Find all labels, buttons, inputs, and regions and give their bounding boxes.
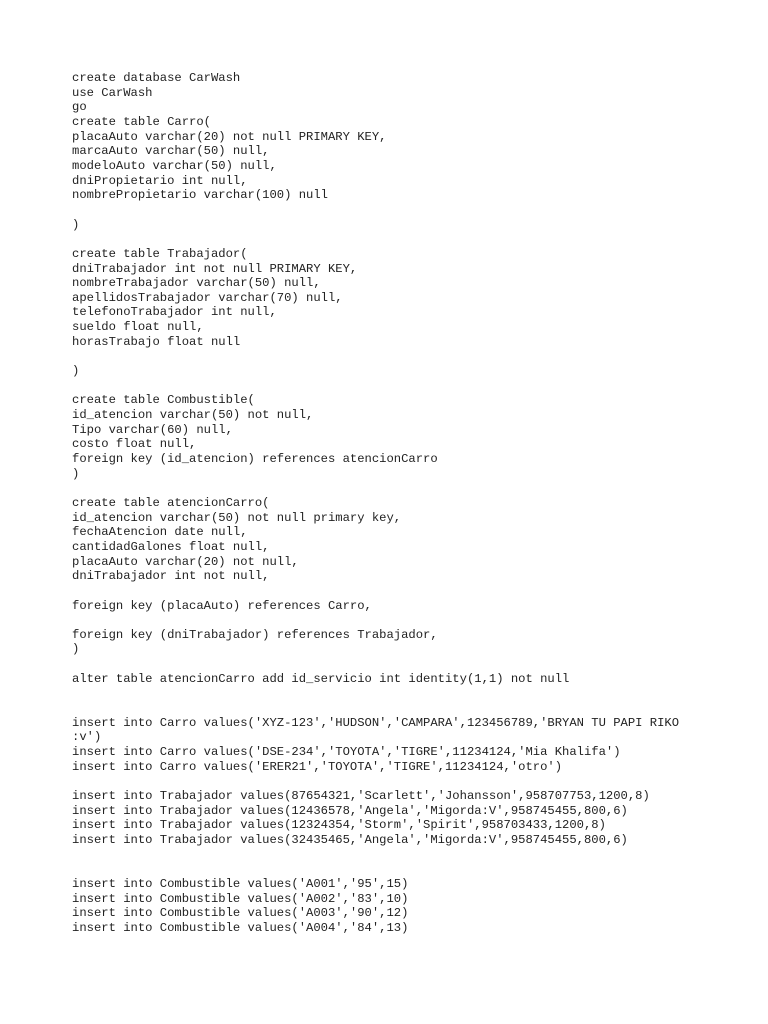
code-line: fechaAtencion date null,	[72, 525, 248, 540]
code-line: )	[72, 217, 80, 232]
code-line	[72, 686, 752, 701]
code-line: foreign key (placaAuto) references Carro,	[72, 598, 372, 613]
code-line	[72, 232, 752, 247]
code-line	[72, 481, 752, 496]
code-line	[72, 203, 752, 218]
code-line: sueldo float null,	[72, 320, 204, 335]
code-line: insert into Trabajador values(12324354,'Storm','Spirit',958703433,1200,8)	[72, 818, 606, 833]
code-line	[72, 862, 752, 877]
code-line: telefonoTrabajador int null,	[72, 305, 277, 320]
code-line	[72, 613, 752, 628]
code-line: insert into Carro values('XYZ-123','HUDSON','CAMPARA',123456789,'BRYAN TU PAPI RIKO	[72, 715, 680, 730]
code-line: insert into Carro values('ERER21','TOYOTA','TIGRE',11234124,'otro')	[72, 759, 563, 774]
code-line: id_atencion varchar(50) not null primary key,	[72, 510, 402, 525]
code-line: )	[72, 642, 80, 657]
code-line: marcaAuto varchar(50) null,	[72, 144, 270, 159]
code-line: insert into Trabajador values(87654321,'Scarlett','Johansson',958707753,1200,8)	[72, 788, 650, 803]
code-line: create table atencionCarro(	[72, 495, 270, 510]
code-line: dniTrabajador int not null,	[72, 569, 270, 584]
code-line: nombrePropietario varchar(100) null	[72, 188, 328, 203]
code-line: insert into Trabajador values(32435465,'Angela','Migorda:V',958745455,800,6)	[72, 832, 628, 847]
code-line: )	[72, 466, 80, 481]
code-line: create table Carro(	[72, 114, 211, 129]
code-line: create database CarWash	[72, 71, 241, 85]
code-line	[72, 349, 752, 364]
code-line: insert into Combustible values('A004','84',13)	[72, 920, 409, 935]
code-line: alter table atencionCarro add id_servicio int identity(1,1) not null	[72, 671, 570, 686]
code-line: :v')	[72, 730, 102, 745]
code-line	[72, 774, 752, 789]
code-line	[72, 701, 752, 716]
code-line: foreign key (id_atencion) references atencionCarro	[72, 452, 438, 466]
code-line: insert into Combustible values('A001','95',15)	[72, 876, 409, 891]
code-line: create table Trabajador(	[72, 246, 248, 261]
code-line: dniTrabajador int not null PRIMARY KEY,	[72, 261, 358, 276]
code-line: foreign key (dniTrabajador) references Trabajador,	[72, 627, 438, 642]
code-line: insert into Combustible values('A002','83',10)	[72, 891, 409, 906]
code-line: insert into Carro values('DSE-234','TOYOTA','TIGRE',11234124,'Mia Khalifa')	[72, 745, 621, 760]
sql-code-block	[72, 71, 752, 936]
code-line	[72, 379, 752, 394]
code-line: create table Combustible(	[72, 393, 255, 408]
code-line: id_atencion varchar(50) not null,	[72, 408, 314, 423]
code-line: go	[72, 100, 87, 115]
code-line: placaAuto varchar(20) not null PRIMARY KEY,	[72, 129, 387, 144]
code-line	[72, 657, 752, 672]
code-line: Tipo varchar(60) null,	[72, 422, 233, 437]
code-line: insert into Combustible values('A003','90',12)	[72, 906, 409, 921]
code-line: cantidadGalones float null,	[72, 539, 270, 554]
code-line: costo float null,	[72, 437, 197, 452]
code-line: placaAuto varchar(20) not null,	[72, 554, 299, 569]
code-line	[72, 584, 752, 599]
code-line: use CarWash	[72, 85, 153, 100]
code-line: nombreTrabajador varchar(50) null,	[72, 276, 321, 291]
code-line: apellidosTrabajador varchar(70) null,	[72, 290, 343, 305]
code-line: insert into Trabajador values(12436578,'Angela','Migorda:V',958745455,800,6)	[72, 803, 628, 818]
code-line: dniPropietario int null,	[72, 173, 248, 188]
code-line: horasTrabajo float null	[72, 334, 241, 349]
code-line	[72, 848, 752, 863]
code-line: )	[72, 364, 80, 379]
code-line: modeloAuto varchar(50) null,	[72, 158, 277, 173]
